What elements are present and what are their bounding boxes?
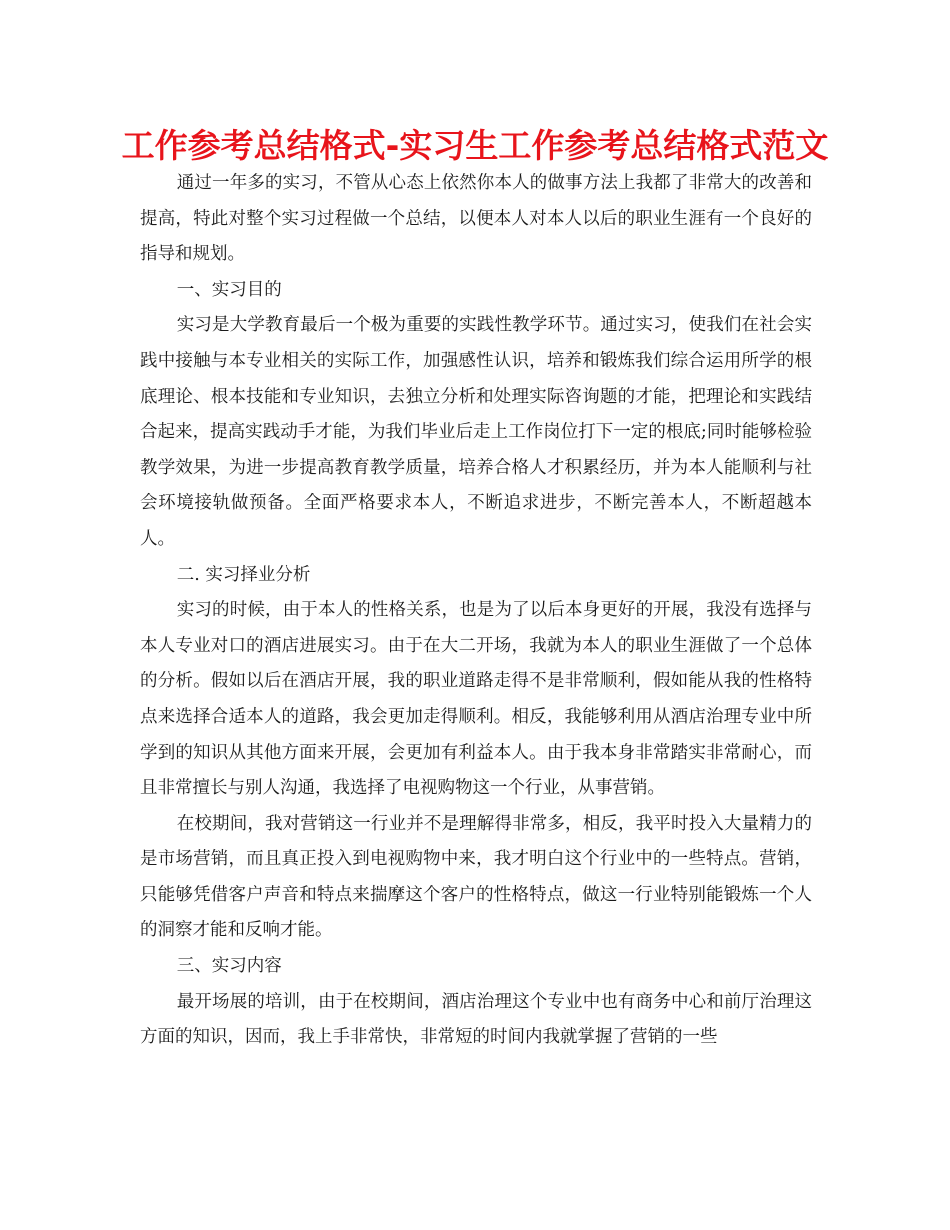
- paragraph-marketing: 在校期间，我对营销这一行业并不是理解得非常多，相反，我平时投入大量精力的是市场营销，而且真正投入到电视购物中来，我才明白这个行业中的一些特点。营销，只能够凭借客户声音和特点来揣摩这个客户的性格特点，做这一行业特别能锻炼一个人的洞察才能和反响才能。: [140, 813, 812, 941]
- paragraph-career-analysis: 实习的时候，由于本人的性格关系，也是为了以后本身更好的开展，我没有选择与本人专业对口的酒店进展实习。由于在大二开场，我就为本人的职业生涯做了一个总体的分析。假如以后在酒店开展，我的职业道路走得不是非常顺利，假如能从我的性格特点来选择合适本人的道路，我会更加走得顺利。相反，我能够利用从酒店治理专业中所学到的知识从其他方面来开展，会更加有利益本人。由于我本身非常踏实非常耐心，而且非常擅长与别人沟通，我选择了电视购物这一个行业，从事营销。: [140, 600, 812, 799]
- section-heading-content: 三、实习内容: [176, 956, 282, 977]
- section-heading-purpose: 一、实习目的: [176, 279, 282, 300]
- document-body: [140, 166, 812, 1056]
- section-heading-career-analysis: 二. 实习择业分析: [176, 564, 311, 585]
- document-title: 工作参考总结格式-实习生工作参考总结格式范文: [121, 126, 829, 165]
- paragraph-content: 最开场展的培训，由于在校期间，酒店治理这个专业中也有商务中心和前厅治理这方面的知识，因而，我上手非常快，非常短的时间内我就掌握了营销的一些: [140, 991, 812, 1048]
- paragraph-intro: 通过一年多的实习，不管从心态上依然你本人的做事方法上我都了非常大的改善和提高，特此对整个实习过程做一个总结，以便本人对本人以后的职业生涯有一个良好的指导和规划。: [140, 173, 812, 265]
- paragraph-purpose: 实习是大学教育最后一个极为重要的实践性教学环节。通过实习，使我们在社会实践中接触与本专业相关的实际工作，加强感性认识，培养和锻炼我们综合运用所学的根底理论、根本技能和专业知识，去独立分析和处理实际咨询题的才能，把理论和实践结合起来，提高实践动手才能，为我们毕业后走上工作岗位打下一定的根底;同时能够检验教学效果，为进一步提高教育教学质量，培养合格人才积累经历，并为本人能顺利与社会环境接轨做预备。全面严格要求本人，不断追求进步，不断完善本人，不断超越本人。: [140, 315, 812, 549]
